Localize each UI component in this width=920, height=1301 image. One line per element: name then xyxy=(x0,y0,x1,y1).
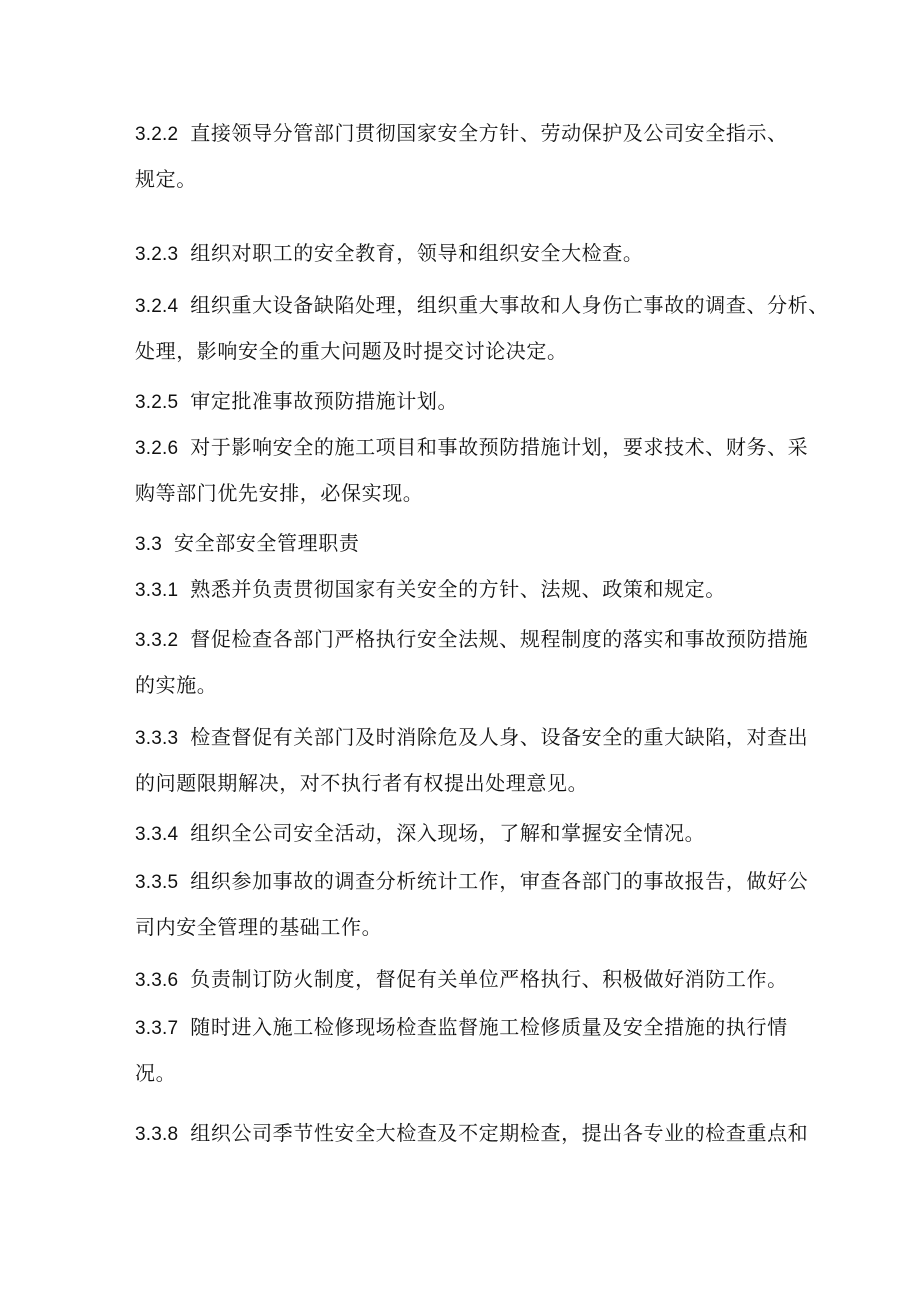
clause-3-3-3 xyxy=(135,714,809,806)
clause-3-2-2 xyxy=(135,110,795,202)
clause-line xyxy=(135,520,795,566)
clause-line xyxy=(135,714,809,760)
clause-number: 3.2.4 xyxy=(135,296,179,317)
clause-line xyxy=(135,378,795,424)
clause-number: 3.3.8 xyxy=(135,1124,179,1145)
clause-line xyxy=(135,328,795,374)
clause-number: 3.2.2 xyxy=(135,124,179,145)
clause-line xyxy=(135,662,795,708)
clause-text: 购等部门优先安排，必保实现。 xyxy=(135,481,424,505)
clause-line xyxy=(135,110,795,156)
clause-line xyxy=(135,616,809,662)
clause-number: 3.3.5 xyxy=(135,872,179,893)
clause-number: 3.2.6 xyxy=(135,438,179,459)
clause-number: 3.3.4 xyxy=(135,824,179,845)
clause-line xyxy=(135,956,795,1002)
clause-text: 组织公司季节性安全大检查及不定期检查，提出各专业的检查重点和 xyxy=(190,1121,809,1145)
clause-line xyxy=(135,904,795,950)
clause-line xyxy=(135,760,795,806)
clause-text: 负责制订防火制度，督促有关单位严格执行、积极做好消防工作。 xyxy=(190,967,788,991)
clause-number: 3.2.5 xyxy=(135,392,179,413)
clause-line xyxy=(135,470,795,516)
clause-line xyxy=(135,156,795,202)
clause-text: 的问题限期解决，对不执行者有权提出处理意见。 xyxy=(135,771,589,795)
clause-text: 熟悉并负责贯彻国家有关安全的方针、法规、政策和规定。 xyxy=(190,577,726,601)
clause-3-3-7 xyxy=(135,1004,795,1096)
clause-line xyxy=(135,810,795,856)
section-heading-3-3 xyxy=(135,520,795,566)
clause-text: 检查督促有关部门及时消除危及人身、设备安全的重大缺陷，对查出 xyxy=(190,725,809,749)
clause-line xyxy=(135,1004,795,1050)
section-number: 3.3 xyxy=(135,534,163,555)
clause-3-2-4 xyxy=(135,282,829,374)
clause-number: 3.3.7 xyxy=(135,1018,179,1039)
clause-text: 处理，影响安全的重大问题及时提交讨论决定。 xyxy=(135,339,568,363)
clause-3-2-3 xyxy=(135,230,795,276)
clause-line xyxy=(135,1050,795,1096)
clause-text: 随时进入施工检修现场检查监督施工检修质量及安全措施的执行情 xyxy=(190,1015,788,1039)
clause-text: 组织参加事故的调查分析统计工作，审查各部门的事故报告，做好公 xyxy=(190,869,809,893)
clause-line xyxy=(135,282,829,328)
clause-3-3-6 xyxy=(135,956,795,1002)
clause-text: 直接领导分管部门贯彻国家安全方针、劳动保护及公司安全指示、 xyxy=(190,121,788,145)
clause-text: 对于影响安全的施工项目和事故预防措施计划，要求技术、财务、采 xyxy=(190,435,809,459)
clause-3-3-2 xyxy=(135,616,809,708)
clause-line xyxy=(135,424,809,470)
clause-text: 组织全公司安全活动，深入现场，了解和掌握安全情况。 xyxy=(190,821,706,845)
clause-3-3-8 xyxy=(135,1110,809,1156)
clause-3-2-6 xyxy=(135,424,809,516)
clause-3-3-4 xyxy=(135,810,795,856)
clause-text: 组织重大设备缺陷处理，组织重大事故和人身伤亡事故的调查、分析、 xyxy=(190,293,829,317)
clause-number: 3.3.2 xyxy=(135,630,179,651)
clause-text: 督促检查各部门严格执行安全法规、规程制度的落实和事故预防措施 xyxy=(190,627,809,651)
clause-number: 3.3.1 xyxy=(135,580,179,601)
clause-text: 的实施。 xyxy=(135,673,218,697)
clause-number: 3.3.6 xyxy=(135,970,179,991)
clause-text: 组织对职工的安全教育，领导和组织安全大检查。 xyxy=(190,241,644,265)
clause-text: 司内安全管理的基础工作。 xyxy=(135,915,383,939)
clause-line xyxy=(135,566,795,612)
clause-text: 况。 xyxy=(135,1061,177,1085)
clause-text: 规定。 xyxy=(135,167,197,191)
clause-number: 3.3.3 xyxy=(135,728,179,749)
clause-3-3-1 xyxy=(135,566,795,612)
clause-3-3-5 xyxy=(135,858,809,950)
clause-line xyxy=(135,858,809,904)
clause-line xyxy=(135,230,795,276)
clause-line xyxy=(135,1110,809,1156)
section-title: 安全部安全管理职责 xyxy=(174,531,360,555)
clause-3-2-5 xyxy=(135,378,795,424)
clause-text: 审定批准事故预防措施计划。 xyxy=(190,389,459,413)
clause-number: 3.2.3 xyxy=(135,244,179,265)
